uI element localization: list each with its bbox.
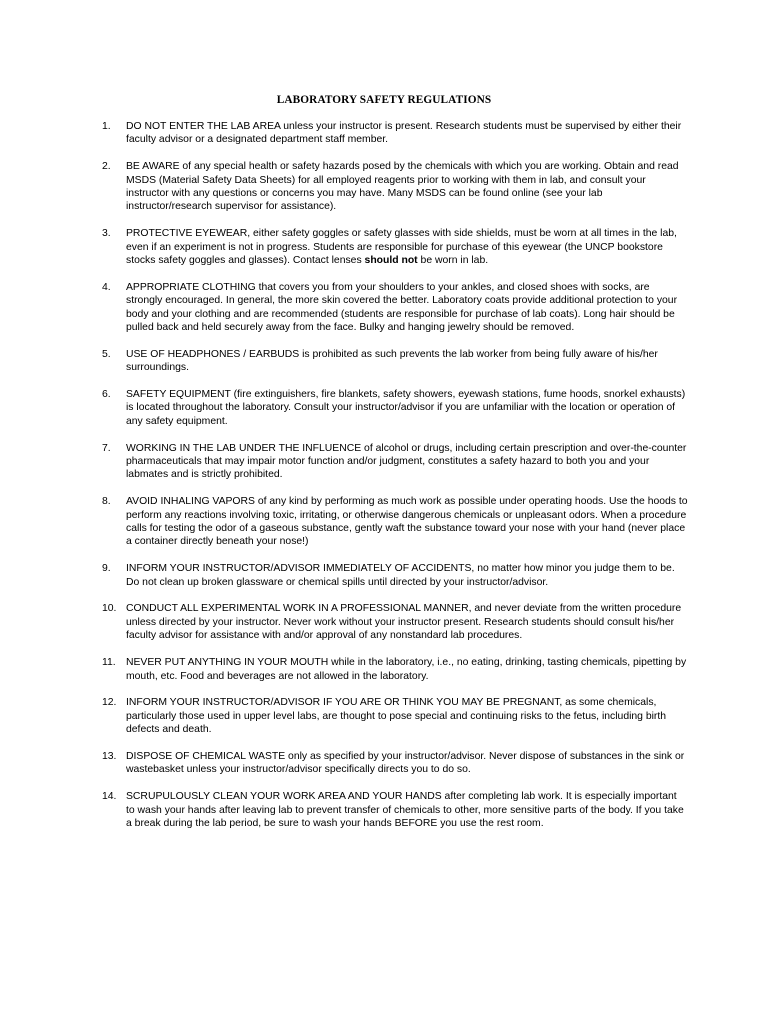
rule-text: SAFETY EQUIPMENT (fire extinguishers, fire blankets, safety showers, eyewash stations, fume hoods, snorkel exhausts) is located throughout the laboratory. Consult your instructor/advisor if you are unfamiliar with the location or operation of any safety equipment. — [126, 389, 686, 427]
rule-text: INFORM YOUR INSTRUCTOR/ADVISOR IF YOU ARE OR THINK YOU MAY BE PREGNANT, as some chemicals, particularly those used in upper level labs, are thought to pose special and continuing risks to the fetus, including birth defects and death. — [126, 697, 667, 736]
rule-item-3 — [102, 227, 688, 267]
rule-text: USE OF HEADPHONES / EARBUDS is prohibited as such prevents the lab worker from being fully aware of his/her surroundings. — [126, 348, 658, 374]
rule-number: 12. — [102, 697, 117, 709]
rule-item-4 — [102, 281, 688, 335]
rule-text: BE AWARE of any special health or safety hazards posed by the chemicals with which you are working. Obtain and read MSDS (Material Safety Data Sheets) for all employed reagents prior to working with them in lab, and consult your instructor with any questions or concerns you may have. Many MSDS can be found online (see your lab instructor/research supervisor for assistance). — [126, 161, 679, 213]
rule-number: 14. — [102, 791, 117, 803]
rule-text: SCRUPULOUSLY CLEAN YOUR WORK AREA AND YOUR HANDS after completing lab work. It is especially important to wash your hands after leaving lab to prevent transfer of chemicals to other, more sensitive parts of the body. If you take a break during the lab period, be sure to wash your hands BEFORE you use the rest room. — [126, 791, 684, 829]
rule-item-6 — [102, 388, 688, 428]
rule-item-9 — [102, 562, 688, 589]
rule-item-8 — [102, 495, 688, 549]
rule-text: CONDUCT ALL EXPERIMENTAL WORK IN A PROFESSIONAL MANNER, and never deviate from the written procedure unless directed by your instructor. Never work without your instructor present. Research students should consult his/her faculty advisor for assistance with and/or approval of any nonstandard lab procedures. — [126, 603, 682, 642]
rule-text: INFORM YOUR INSTRUCTOR/ADVISOR IMMEDIATELY OF ACCIDENTS, no matter how minor you judge them to be. Do not clean up broken glassware or chemical spills until directed by your instructor/advisor. — [126, 563, 675, 588]
rule-number: 4. — [102, 281, 111, 293]
rule-item-2 — [102, 160, 688, 214]
rule-text-after: be worn in lab. — [417, 255, 489, 267]
rule-number: 5. — [102, 348, 111, 360]
rule-number: 7. — [102, 442, 111, 454]
rule-item-12 — [102, 696, 688, 736]
rule-number: 10. — [102, 603, 117, 615]
rule-item-13 — [102, 750, 688, 777]
rule-text: DO NOT ENTER THE LAB AREA unless your instructor is present. Research students must be supervised by either their faculty advisor or a designated department staff member. — [126, 121, 682, 146]
rule-item-11 — [102, 656, 688, 683]
rule-text: APPROPRIATE CLOTHING that covers you from your shoulders to your ankles, and closed shoes with socks, are strongly encouraged. In general, the more skin covered the better. Laboratory coats provide additional protection to your body and your clothing and are recommended (students are responsible for purchase of lab coats). Long hair should be pulled back and held securely away from the face. Bulky and hanging jewelry should be removed. — [126, 281, 678, 334]
rule-number: 9. — [102, 563, 111, 575]
rule-text — [126, 227, 688, 267]
rule-number: 11. — [102, 657, 116, 669]
rule-item-14 — [102, 790, 688, 830]
rule-text-emphasis: should not — [364, 255, 418, 267]
rule-item-10 — [102, 602, 688, 642]
rule-text: NEVER PUT ANYTHING IN YOUR MOUTH while in the laboratory, i.e., no eating, drinking, tasting chemicals, pipetting by mouth, etc. Food and beverages are not allowed in the laboratory. — [126, 657, 687, 682]
safety-rules-list — [102, 120, 688, 844]
rule-item-7 — [102, 442, 688, 482]
rule-number: 6. — [102, 389, 111, 401]
rule-text: WORKING IN THE LAB UNDER THE INFLUENCE of alcohol or drugs, including certain prescription and over-the-counter pharmaceuticals that may impair motor function and/or judgment, constitutes a safety hazard to both you and your labmates and is strictly prohibited. — [126, 442, 687, 481]
rule-number: 3. — [102, 228, 111, 240]
rule-item-1 — [102, 120, 688, 147]
rule-number: 2. — [102, 161, 111, 173]
rule-number: 1. — [102, 121, 111, 132]
rule-item-5 — [102, 348, 688, 375]
rule-number: 8. — [102, 496, 111, 508]
rule-text: DISPOSE OF CHEMICAL WASTE only as specified by your instructor/advisor. Never dispose of substances in the sink or wastebasket unless your instructor/advisor specifically directs you to do so. — [126, 750, 685, 776]
rule-number: 13. — [102, 750, 117, 762]
rule-text: AVOID INHALING VAPORS of any kind by performing as much work as possible under operating hoods. Use the hoods to perform any reactions involving toxic, irritating, or otherwise dangerous chemicals or unpleasant odors. When a procedure calls for testing the odor of a gaseous substance, gently waft the substance toward your nose with your hand (never place a container directly beneath your nose!) — [126, 496, 688, 548]
rule-text-before: PROTECTIVE EYEWEAR, either safety goggles or safety glasses with side shields, must be worn at all times in the lab, even if an experiment is not in progress. Students are responsible for purchase of this eyewear (the UNCP bookstore stocks safety goggles and glasses). Contact lenses — [126, 228, 677, 267]
document-title: LABORATORY SAFETY REGULATIONS — [276, 94, 492, 106]
